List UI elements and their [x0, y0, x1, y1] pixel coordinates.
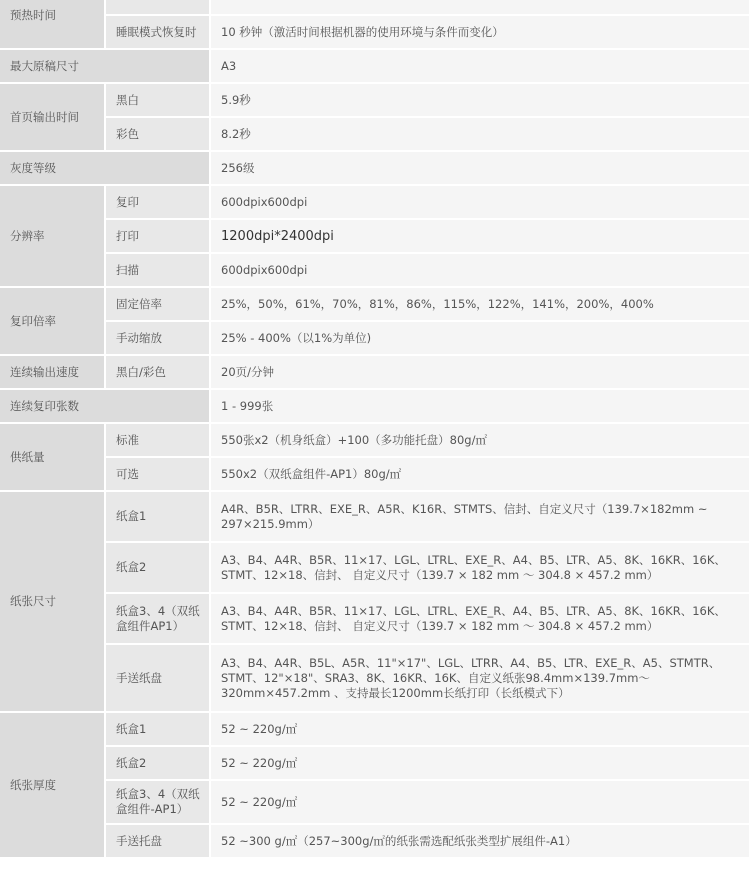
spec-row — [0, 593, 750, 644]
spec-row — [0, 457, 750, 491]
spec-value: 20页/分钟 — [210, 355, 750, 389]
spec-row — [0, 321, 750, 355]
spec-row — [0, 491, 750, 542]
spec-category: 纸张厚度 — [0, 712, 105, 858]
spec-subcategory: 固定倍率 — [105, 287, 210, 321]
spec-subcategory: 彩色 — [105, 117, 210, 151]
spec-category: 纸张尺寸 — [0, 491, 105, 712]
spec-subcategory: 复印 — [105, 185, 210, 219]
spec-subcategory: 纸盒3、4（双纸盒组件AP1） — [105, 593, 210, 644]
spec-row — [0, 780, 750, 824]
spec-value: 25%，50%，61%，70%，81%，86%，115%，122%，141%，200%，400% — [210, 287, 750, 321]
spec-row — [0, 15, 750, 49]
spec-row — [0, 389, 750, 423]
spec-value: A3、B4、A4R、B5R、11×17、LGL、LTRL、EXE_R、A4、B5、LTR、A5、8K、16KR、16K、STMT、12×18、信封、 自定义尺寸（139.7 × 182 mm ～ 304.8 × 457.2 mm） — [210, 542, 750, 593]
spec-row — [0, 151, 750, 185]
spec-value: 1200dpi*2400dpi — [210, 219, 750, 253]
spec-value: 256级 — [210, 151, 750, 185]
spec-category: 连续输出速度 — [0, 355, 105, 389]
spec-category: 连续复印张数 — [0, 389, 210, 423]
spec-value: 52 ~ 220g/㎡ — [210, 746, 750, 780]
spec-category: 复印倍率 — [0, 287, 105, 355]
spec-row — [0, 355, 750, 389]
spec-value: 550张x2（机身纸盒）+100（多功能托盘）80g/㎡ — [210, 423, 750, 457]
spec-value: A3 — [210, 49, 750, 83]
spec-subcategory: 打印 — [105, 219, 210, 253]
spec-value: 25% - 400%（以1%为单位) — [210, 321, 750, 355]
spec-category: 首页输出时间 — [0, 83, 105, 151]
spec-value: 1 - 999张 — [210, 389, 750, 423]
spec-row — [0, 824, 750, 858]
spec-value: 5.9秒 — [210, 83, 750, 117]
spec-category: 分辨率 — [0, 185, 105, 287]
spec-row — [0, 219, 750, 253]
spec-subcategory: 可选 — [105, 457, 210, 491]
spec-row — [0, 0, 750, 15]
spec-category: 最大原稿尺寸 — [0, 49, 210, 83]
spec-row — [0, 542, 750, 593]
spec-subcategory: 扫描 — [105, 253, 210, 287]
spec-subcategory: 手动缩放 — [105, 321, 210, 355]
spec-row — [0, 644, 750, 712]
spec-subcategory: 手送托盘 — [105, 824, 210, 858]
spec-row — [0, 423, 750, 457]
spec-value: 10 秒钟（激活时间根据机器的使用环境与条件而变化） — [210, 15, 750, 49]
spec-subcategory — [105, 0, 210, 15]
spec-subcategory: 纸盒2 — [105, 542, 210, 593]
spec-value — [210, 0, 750, 15]
spec-category: 灰度等级 — [0, 151, 210, 185]
spec-value: 8.2秒 — [210, 117, 750, 151]
spec-row — [0, 287, 750, 321]
spec-subcategory: 手送纸盘 — [105, 644, 210, 712]
spec-subcategory: 黑白/彩色 — [105, 355, 210, 389]
spec-value: 550x2（双纸盒组件-AP1）80g/㎡ — [210, 457, 750, 491]
spec-value: 52 ~ 220g/㎡ — [210, 780, 750, 824]
spec-row — [0, 83, 750, 117]
spec-subcategory: 纸盒1 — [105, 712, 210, 746]
spec-category: 供纸量 — [0, 423, 105, 491]
spec-row — [0, 712, 750, 746]
spec-value: 52 ~300 g/㎡（257~300g/㎡的纸张需选配纸张类型扩展组件-A1） — [210, 824, 750, 858]
spec-subcategory: 黑白 — [105, 83, 210, 117]
spec-subcategory: 纸盒2 — [105, 746, 210, 780]
spec-subcategory: 纸盒1 — [105, 491, 210, 542]
spec-row — [0, 185, 750, 219]
spec-row — [0, 746, 750, 780]
spec-value: A3、B4、A4R、B5L、A5R、11"×17"、LGL、LTRR、A4、B5、LTR、EXE_R、A5、STMTR、STMT、12"×18"、SRA3、8K、16KR、16K、自定义纸张98.4mm×139.7mm～320mm×457.2mm 、支持最长1200mm长纸打印（长纸模式下） — [210, 644, 750, 712]
spec-subcategory: 纸盒3、4（双纸盒组件-AP1） — [105, 780, 210, 824]
spec-category: 预热时间 — [0, 0, 105, 49]
spec-row — [0, 117, 750, 151]
spec-value: 600dpix600dpi — [210, 185, 750, 219]
spec-row — [0, 253, 750, 287]
spec-value: 600dpix600dpi — [210, 253, 750, 287]
spec-subcategory: 标准 — [105, 423, 210, 457]
spec-value: A3、B4、A4R、B5R、11×17、LGL、LTRL、EXE_R、A4、B5、LTR、A5、8K、16KR、16K、STMT、12×18、信封、 自定义尺寸（139.7 × 182 mm ～ 304.8 × 457.2 mm） — [210, 593, 750, 644]
spec-value: 52 ~ 220g/㎡ — [210, 712, 750, 746]
spec-value: A4R、B5R、LTRR、EXE_R、A5R、K16R、STMTS、信封、自定义尺寸（139.7×182mm ~ 297×215.9mm） — [210, 491, 750, 542]
spec-row — [0, 49, 750, 83]
spec-subcategory: 睡眠模式恢复时 — [105, 15, 210, 49]
